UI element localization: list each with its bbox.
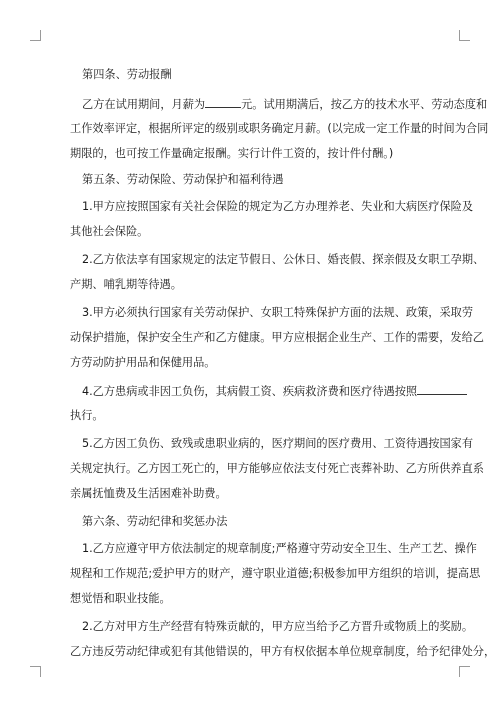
crop-mark-bottom-left	[30, 666, 41, 677]
article-5-item-4-line: 执行。	[70, 409, 104, 422]
article-4-heading: 第四条、劳动报酬	[82, 68, 172, 81]
article-5-item-1-line: 1.甲方应按照国家有关社会保险的规定为乙方办理养老、失业和大病医疗保险及	[82, 200, 474, 213]
article-6-item-2-line: 乙方违反劳动纪律或犯有其他错误的，甲方有权依据本单位规章制度，给予纪律处分，	[70, 645, 496, 658]
article-6-item-1-line: 想觉悟和职业技能。	[70, 592, 171, 605]
article-5-item-5-line: 5.乙方因工负伤、致残或患职业病的，医疗期间的医疗费用、工资待遇按国家有	[82, 437, 474, 450]
crop-mark-top-left	[30, 30, 41, 41]
article-4-paragraph-line	[82, 97, 488, 112]
article-4-paragraph-line: 工作效率评定，根据所评定的级别或职务确定月薪。(以完成一定工作量的时间为合同	[70, 122, 489, 135]
salary-blank	[205, 97, 241, 108]
article-5-item-4-line	[82, 384, 442, 399]
article-6-item-1-line: 规程和工作规范;爱护甲方的财产，遵守职业道德;积极参加甲方组织的培训，提高思	[70, 567, 481, 580]
crop-mark-bottom-right	[459, 666, 470, 677]
article-5-item-2-line: 2.乙方依法享有国家规定的法定节假日、公休日、婚丧假、探亲假及女职工孕期、	[82, 253, 485, 266]
article-5-item-3-line: 方劳动防护用品和保健用品。	[70, 356, 216, 369]
article-4-paragraph-line: 期限的，也可按工作量确定报酬。实行计件工资的，按计件付酬。)	[70, 147, 394, 160]
article-5-item-1-line: 其他社会保险。	[70, 225, 149, 238]
text-run: 乙方在试用期间，月薪为	[82, 98, 206, 111]
article-5-item-5-line: 亲属抚恤费及生活困难补助费。	[70, 487, 227, 500]
article-6-item-1-line: 1.乙方应遵守甲方依法制定的规章制度;严格遵守劳动安全卫生、生产工艺、操作	[82, 542, 477, 555]
crop-mark-top-right	[459, 30, 470, 41]
text-run: 4.乙方患病或非因工负伤，其病假工资、疾病救济费和医疗待遇按照	[82, 385, 418, 398]
article-5-item-2-line: 产期、哺乳期等待遇。	[70, 278, 182, 291]
article-6-heading: 第六条、劳动纪律和奖惩办法	[82, 515, 228, 528]
article-5-heading: 第五条、劳动保险、劳动保护和福利待遇	[82, 173, 284, 186]
article-5-item-5-line: 关规定执行。乙方因工死亡的，甲方能够应依法支付死亡丧葬补助、乙方所供养直系	[70, 462, 484, 475]
treatment-blank	[417, 384, 467, 395]
article-6-item-2-line: 2.乙方对甲方生产经营有特殊贡献的，甲方应当给予乙方晋升或物质上的奖励。	[82, 620, 474, 633]
article-5-item-3-line: 动保护措施，保护安全生产和乙方健康。甲方应根据企业生产、工作的需要，发给乙	[70, 331, 484, 344]
text-run: 元。试用期满后，按乙方的技术水平、劳动态度和	[241, 98, 488, 111]
article-5-item-3-line: 3.甲方必须执行国家有关劳动保护、女职工特殊保护方面的法规、政策，采取劳	[82, 306, 474, 319]
